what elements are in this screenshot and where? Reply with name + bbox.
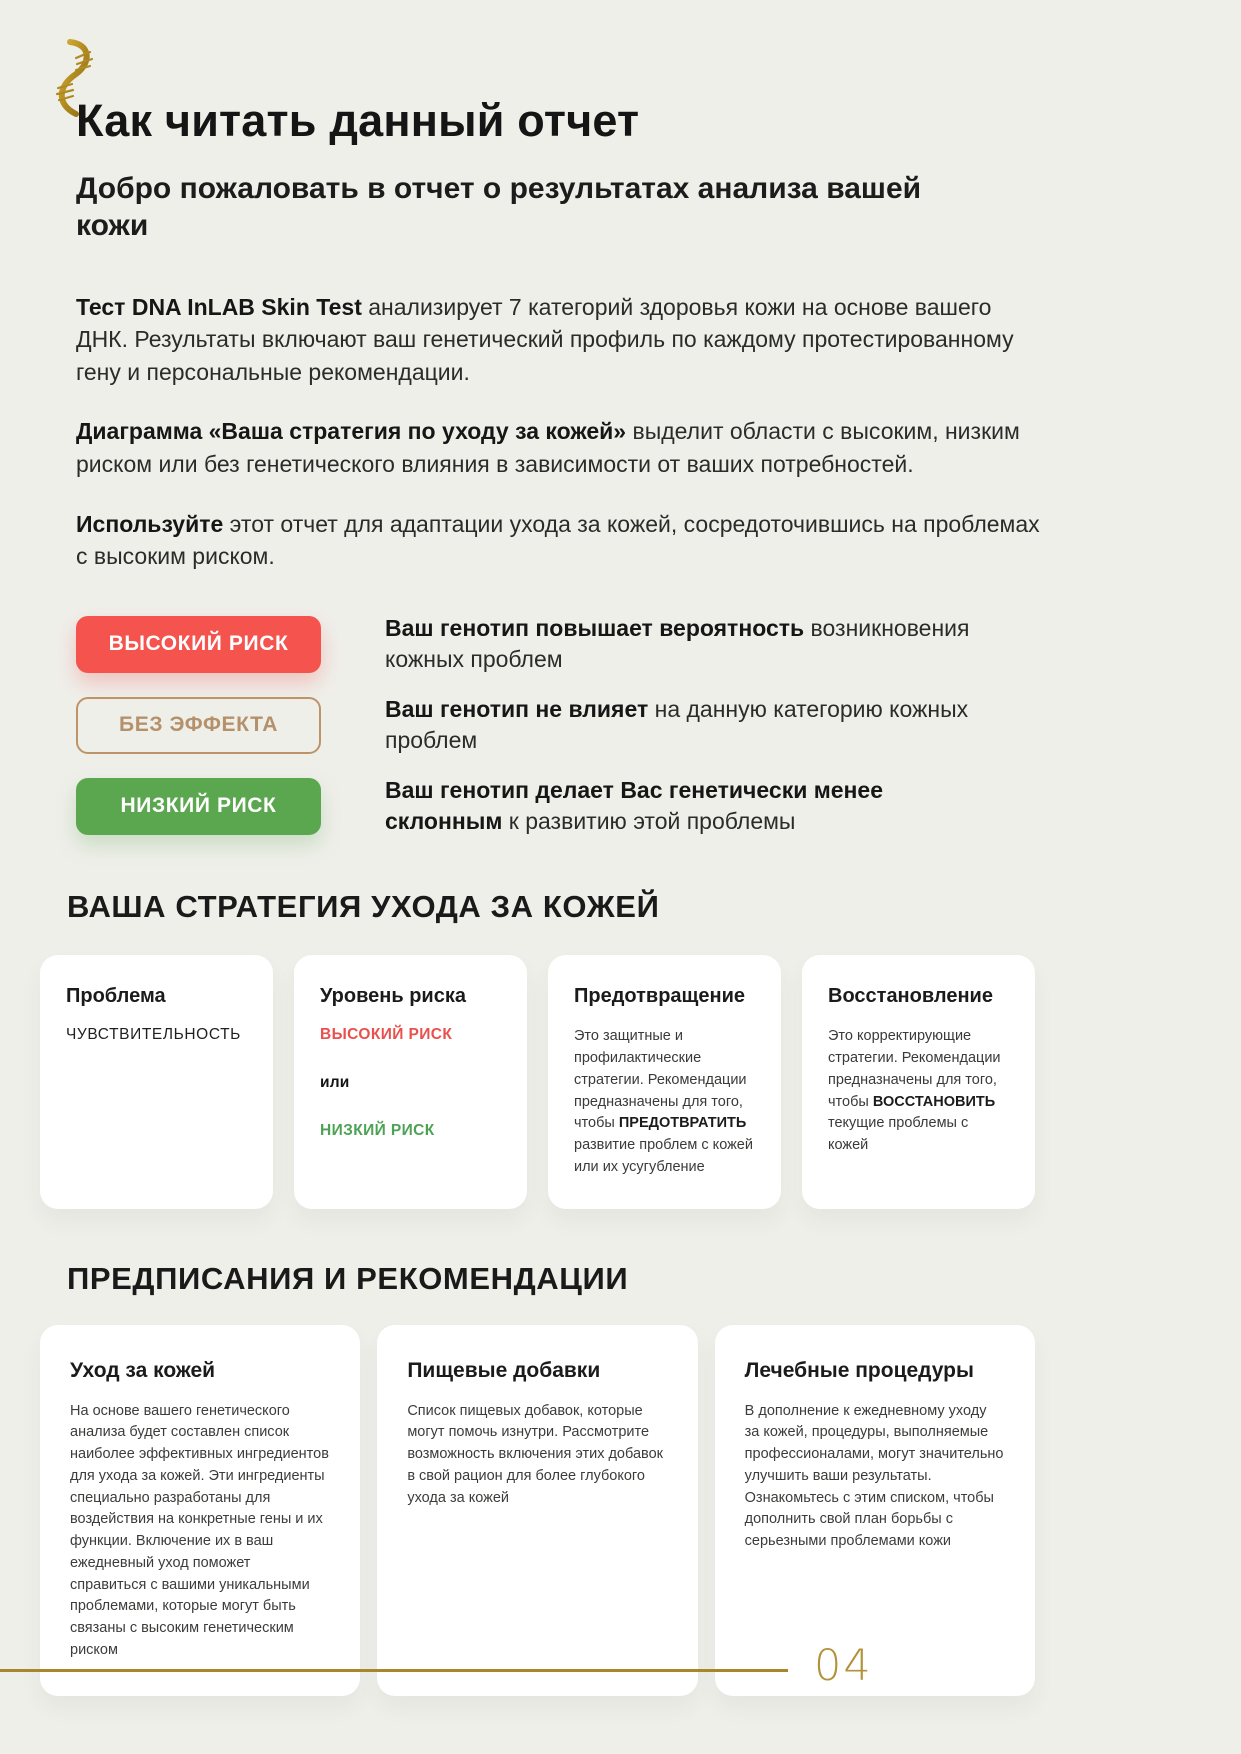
strategy-cards-row <box>40 955 1035 1208</box>
strategy-card-problem-title: Проблема <box>66 985 166 1008</box>
strategy-section-heading: ВАША СТРАТЕГИЯ УХОДА ЗА КОЖЕЙ <box>67 889 660 925</box>
high-risk-description-lead: Ваш генотип повышает вероятность <box>385 615 805 642</box>
recommendation-card-skincare-body: На основе вашего генетического анализа будет составлен список наиболее эффективных ингредиентов для ухода за кожей. Эти ингредиенты специально разработаны для воздействия на конкретные гены и их функции. Включение их в ваш ежедневный уход поможет справиться с вашими уникальными проблемами, которые могут быть связаны с высоким генетическим риском <box>70 1402 329 1658</box>
legend-row-no-effect <box>76 694 1041 756</box>
content-column <box>0 0 1241 837</box>
legend-row-high-risk <box>76 613 1041 675</box>
recommendation-card-supplements <box>377 1325 697 1696</box>
strategy-card-problem-value: ЧУВСТВИТЕЛЬНОСТЬ <box>66 1026 241 1044</box>
high-risk-description <box>385 613 985 675</box>
restoration-body-keyword: ВОССТАНОВИТЬ <box>872 1093 996 1110</box>
strategy-card-prevention-title: Предотвращение <box>574 985 746 1008</box>
recommendation-card-procedures-body: В дополнение к ежедневному уходу за кожей, процедуры, выполняемые профессионалами, могут значительно улучшить ваши результаты. Ознакомьтесь с этим списком, чтобы дополнить свой план борьбы с серьезными проблемами кожи <box>744 1402 1004 1550</box>
no-effect-description-text: на данную категорию кожных проблем <box>385 696 969 754</box>
recommendation-card-procedures-title: Лечебные процедуры <box>744 1358 974 1382</box>
intro-paragraph-diagram-text: выделит области с высоким, низким риском или без генетического влияния в зависимости от ваших потребностей. <box>76 418 1020 478</box>
strategy-card-prevention <box>548 955 781 1208</box>
strategy-card-restoration-body <box>828 1026 1009 1157</box>
recommendation-card-skincare <box>40 1325 360 1696</box>
intro-paragraph-use-lead: Используйте <box>76 510 224 537</box>
no-effect-badge: БЕЗ ЭФФЕКТА <box>76 697 321 754</box>
high-risk-badge: ВЫСОКИЙ РИСК <box>76 616 321 673</box>
low-risk-description-lead: Ваш генотип делает Вас генетически менее склонным <box>385 777 884 835</box>
intro-paragraph-test <box>76 291 1041 389</box>
no-effect-description-lead: Ваш генотип не влияет <box>385 696 649 723</box>
intro-paragraph-test-lead: Тест DNA InLAB Skin Test <box>76 293 362 320</box>
strategy-card-restoration <box>802 955 1035 1208</box>
risk-legend <box>76 613 1041 837</box>
low-risk-description <box>385 775 985 837</box>
strategy-card-problem <box>40 955 273 1208</box>
legend-row-low-risk <box>76 775 1041 837</box>
recommendation-card-skincare-title: Уход за кожей <box>70 1358 216 1382</box>
prevention-body-keyword: ПРЕДОТВРАТИТЬ <box>618 1115 747 1132</box>
no-effect-description <box>385 694 985 756</box>
prevention-body-pre: Это защитные и профилактические стратегии. Рекомендации предназначены для того, чтобы <box>574 1028 747 1132</box>
recommendation-card-supplements-title: Пищевые добавки <box>407 1358 601 1382</box>
risk-level-or-label: или <box>320 1074 350 1092</box>
restoration-body-post: текущие проблемы с кожей <box>828 1115 969 1154</box>
intro-paragraph-use-text: этот отчет для адаптации ухода за кожей, сосредоточившись на проблемах с высоким риском. <box>76 510 1040 570</box>
recommendation-cards-row <box>40 1325 1035 1696</box>
recommendations-section-heading: ПРЕДПИСАНИЯ И РЕКОМЕНДАЦИИ <box>67 1260 629 1296</box>
strategy-card-prevention-body <box>574 1026 755 1178</box>
page-number: 04 <box>814 1641 873 1691</box>
page-subtitle: Добро пожаловать в отчет о результатах анализа вашей кожи <box>76 171 922 242</box>
strategy-card-risk-level <box>294 955 527 1208</box>
recommendation-card-procedures <box>715 1325 1035 1696</box>
risk-level-high-label: ВЫСОКИЙ РИСК <box>320 1026 453 1044</box>
strategy-card-risk-level-title: Уровень риска <box>320 985 466 1008</box>
footer-divider-line <box>0 1669 788 1672</box>
strategy-card-restoration-title: Восстановление <box>828 985 993 1008</box>
risk-level-low-label: НИЗКИЙ РИСК <box>320 1122 435 1140</box>
page-title: Как читать данный отчет <box>76 95 640 146</box>
low-risk-badge: НИЗКИЙ РИСК <box>76 778 321 835</box>
recommendation-card-supplements-body: Список пищевых добавок, которые могут помочь изнутри. Рассмотрите возможность включения этих добавок в свой рацион для более глубокого ухода за кожей <box>407 1402 663 1506</box>
intro-paragraph-use <box>76 508 1041 573</box>
restoration-body-pre: Это корректирующие стратегии. Рекомендации предназначены для того, чтобы <box>828 1028 1001 1110</box>
dna-helix-icon <box>50 38 98 118</box>
low-risk-description-text: к развитию этой проблемы <box>502 808 796 835</box>
intro-section <box>76 291 1041 574</box>
intro-paragraph-diagram <box>76 415 1041 480</box>
prevention-body-post: развитие проблем с кожей или их усугубление <box>574 1137 753 1175</box>
intro-paragraph-test-text: анализирует 7 категорий здоровья кожи на основе вашего ДНК. Результаты включают ваш генетический профиль по каждому протестированному гену и персональные рекомендации. <box>76 293 1014 385</box>
intro-paragraph-diagram-lead: Диаграмма «Ваша стратегия по уходу за кожей» <box>76 418 627 445</box>
high-risk-description-text: возникновения кожных проблем <box>385 615 970 673</box>
